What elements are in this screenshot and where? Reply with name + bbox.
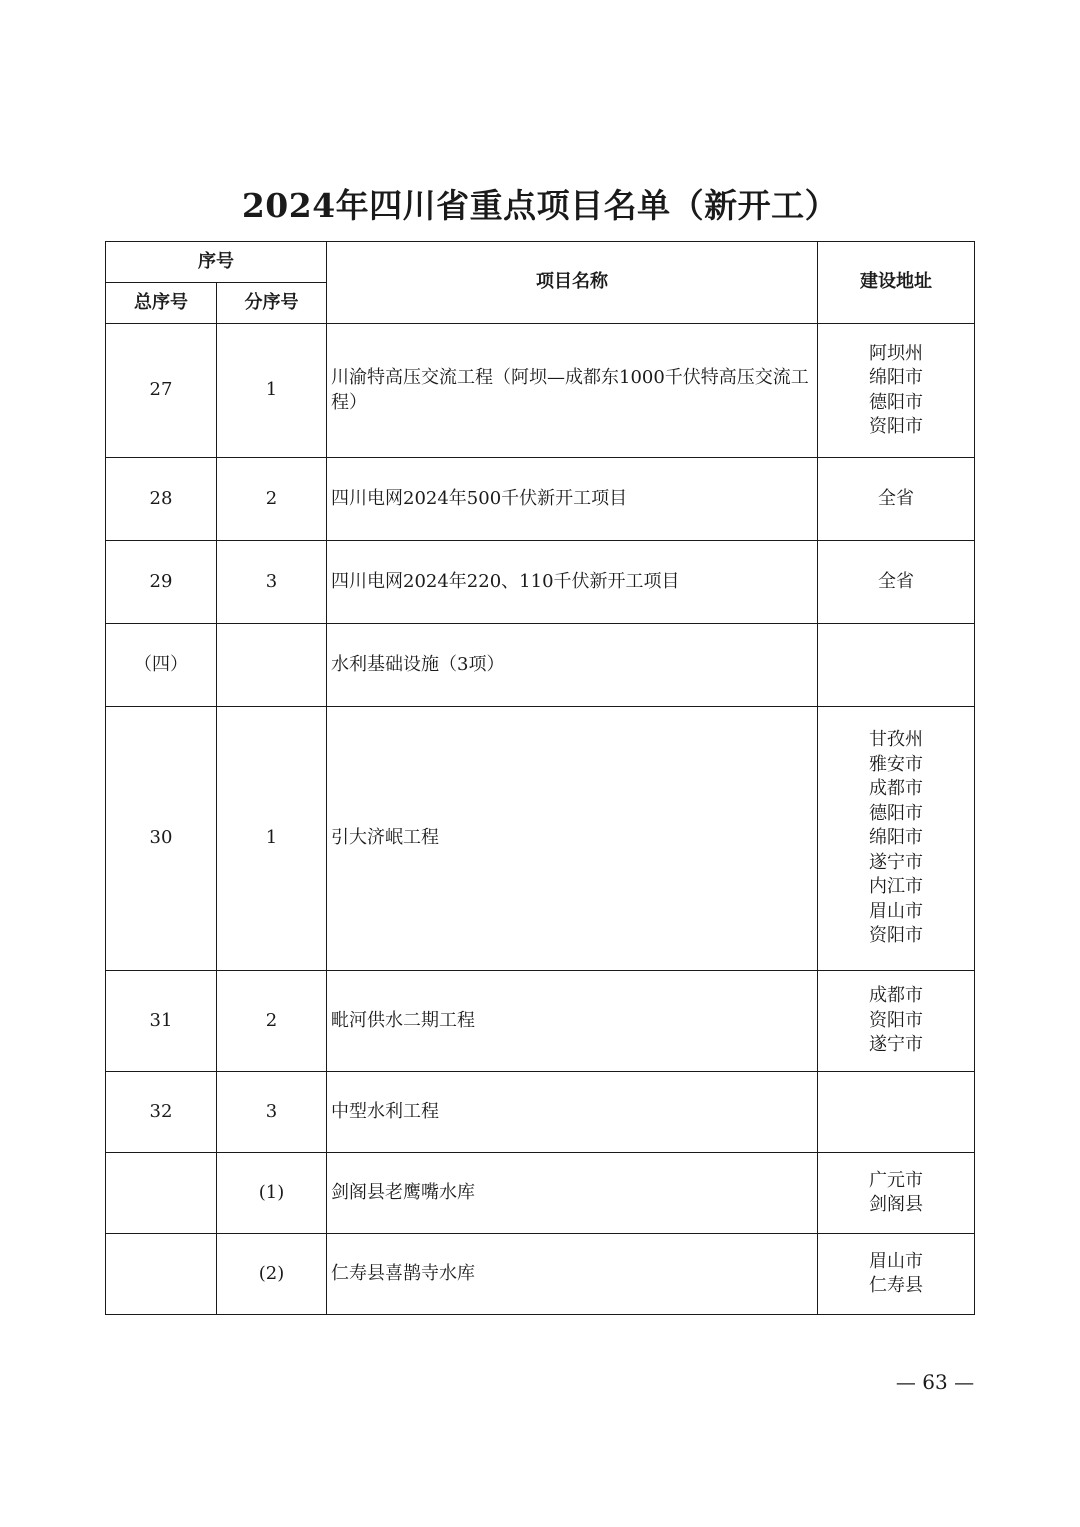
address-line: 眉山市 <box>869 900 923 922</box>
project-name-cell: 四川电网2024年500千伏新开工项目 <box>327 458 818 541</box>
project-name-cell: 剑阁县老鹰嘴水库 <box>327 1153 818 1234</box>
address-cell <box>818 1234 975 1315</box>
address-cell <box>818 971 975 1072</box>
total-seq-cell: 30 <box>106 707 217 971</box>
header-sub-seq: 分序号 <box>217 283 327 324</box>
table-row <box>106 1072 975 1153</box>
sub-seq-cell: (1) <box>217 1153 327 1234</box>
header-project-name: 项目名称 <box>327 242 818 324</box>
address-line: 德阳市 <box>869 802 923 824</box>
address-line: 遂宁市 <box>869 1034 923 1056</box>
sub-seq-cell: 3 <box>217 1072 327 1153</box>
project-name-cell: 川渝特高压交流工程（阿坝—成都东1000千伏特高压交流工程） <box>327 324 818 458</box>
sub-seq-cell: 3 <box>217 541 327 624</box>
address-cell <box>818 324 975 458</box>
table-row <box>106 541 975 624</box>
address-line: 遂宁市 <box>869 851 923 873</box>
address-cell <box>818 1153 975 1234</box>
address-cell <box>818 624 975 707</box>
address-line: 内江市 <box>869 876 923 898</box>
total-seq-cell: 29 <box>106 541 217 624</box>
address-cell <box>818 1072 975 1153</box>
header-group-seq: 序号 <box>106 242 327 283</box>
table-row <box>106 971 975 1072</box>
address-line: 甘孜州 <box>869 729 923 751</box>
address-line: 剑阁县 <box>869 1194 923 1215</box>
address-line: 成都市 <box>869 778 923 800</box>
header-address: 建设地址 <box>818 242 975 324</box>
sub-seq-cell: 1 <box>217 324 327 458</box>
project-name-cell: 四川电网2024年220、110千伏新开工项目 <box>327 541 818 624</box>
sub-seq-cell: 2 <box>217 458 327 541</box>
address-cell <box>818 541 975 624</box>
project-name-cell: 毗河供水二期工程 <box>327 971 818 1072</box>
table-row <box>106 324 975 458</box>
projects-table <box>105 241 975 1315</box>
total-seq-cell <box>106 1234 217 1315</box>
sub-seq-cell: (2) <box>217 1234 327 1315</box>
section-row <box>106 624 975 707</box>
address-line: 全省 <box>878 570 914 592</box>
project-name-cell: 引大济岷工程 <box>327 707 818 971</box>
address-line: 成都市 <box>869 985 923 1007</box>
header-total-seq: 总序号 <box>106 283 217 324</box>
page-number: — 63 — <box>895 1370 975 1394</box>
sub-seq-cell: 1 <box>217 707 327 971</box>
header-row <box>106 242 975 283</box>
project-name-cell: 中型水利工程 <box>327 1072 818 1153</box>
address-line: 全省 <box>878 487 914 509</box>
total-seq-cell: 32 <box>106 1072 217 1153</box>
total-seq-cell: 31 <box>106 971 217 1072</box>
total-seq-cell <box>106 1153 217 1234</box>
table-row <box>106 1234 975 1315</box>
address-line: 阿坝州 <box>869 342 923 364</box>
address-line: 仁寿县 <box>869 1275 923 1296</box>
address-line: 广元市 <box>869 1169 923 1191</box>
table-row <box>106 458 975 541</box>
table-row <box>106 707 975 971</box>
sub-seq-cell: 2 <box>217 971 327 1072</box>
address-cell <box>818 458 975 541</box>
address-line: 资阳市 <box>869 416 923 437</box>
project-name-cell: 水利基础设施（3项） <box>327 624 818 707</box>
address-cell <box>818 707 975 971</box>
address-line: 资阳市 <box>869 1009 923 1031</box>
address-line: 绵阳市 <box>869 827 923 849</box>
project-name-cell: 仁寿县喜鹊寺水库 <box>327 1234 818 1315</box>
total-seq-cell: 27 <box>106 324 217 458</box>
address-line: 雅安市 <box>869 753 923 775</box>
address-line: 德阳市 <box>869 391 923 413</box>
table-row <box>106 1153 975 1234</box>
address-line: 绵阳市 <box>869 367 923 388</box>
address-line: 眉山市 <box>869 1250 923 1272</box>
total-seq-cell: 28 <box>106 458 217 541</box>
page-title: 2024年四川省重点项目名单（新开工） <box>241 186 839 225</box>
address-line: 资阳市 <box>869 925 923 947</box>
total-seq-cell: （四） <box>106 624 217 707</box>
sub-seq-cell <box>217 624 327 707</box>
